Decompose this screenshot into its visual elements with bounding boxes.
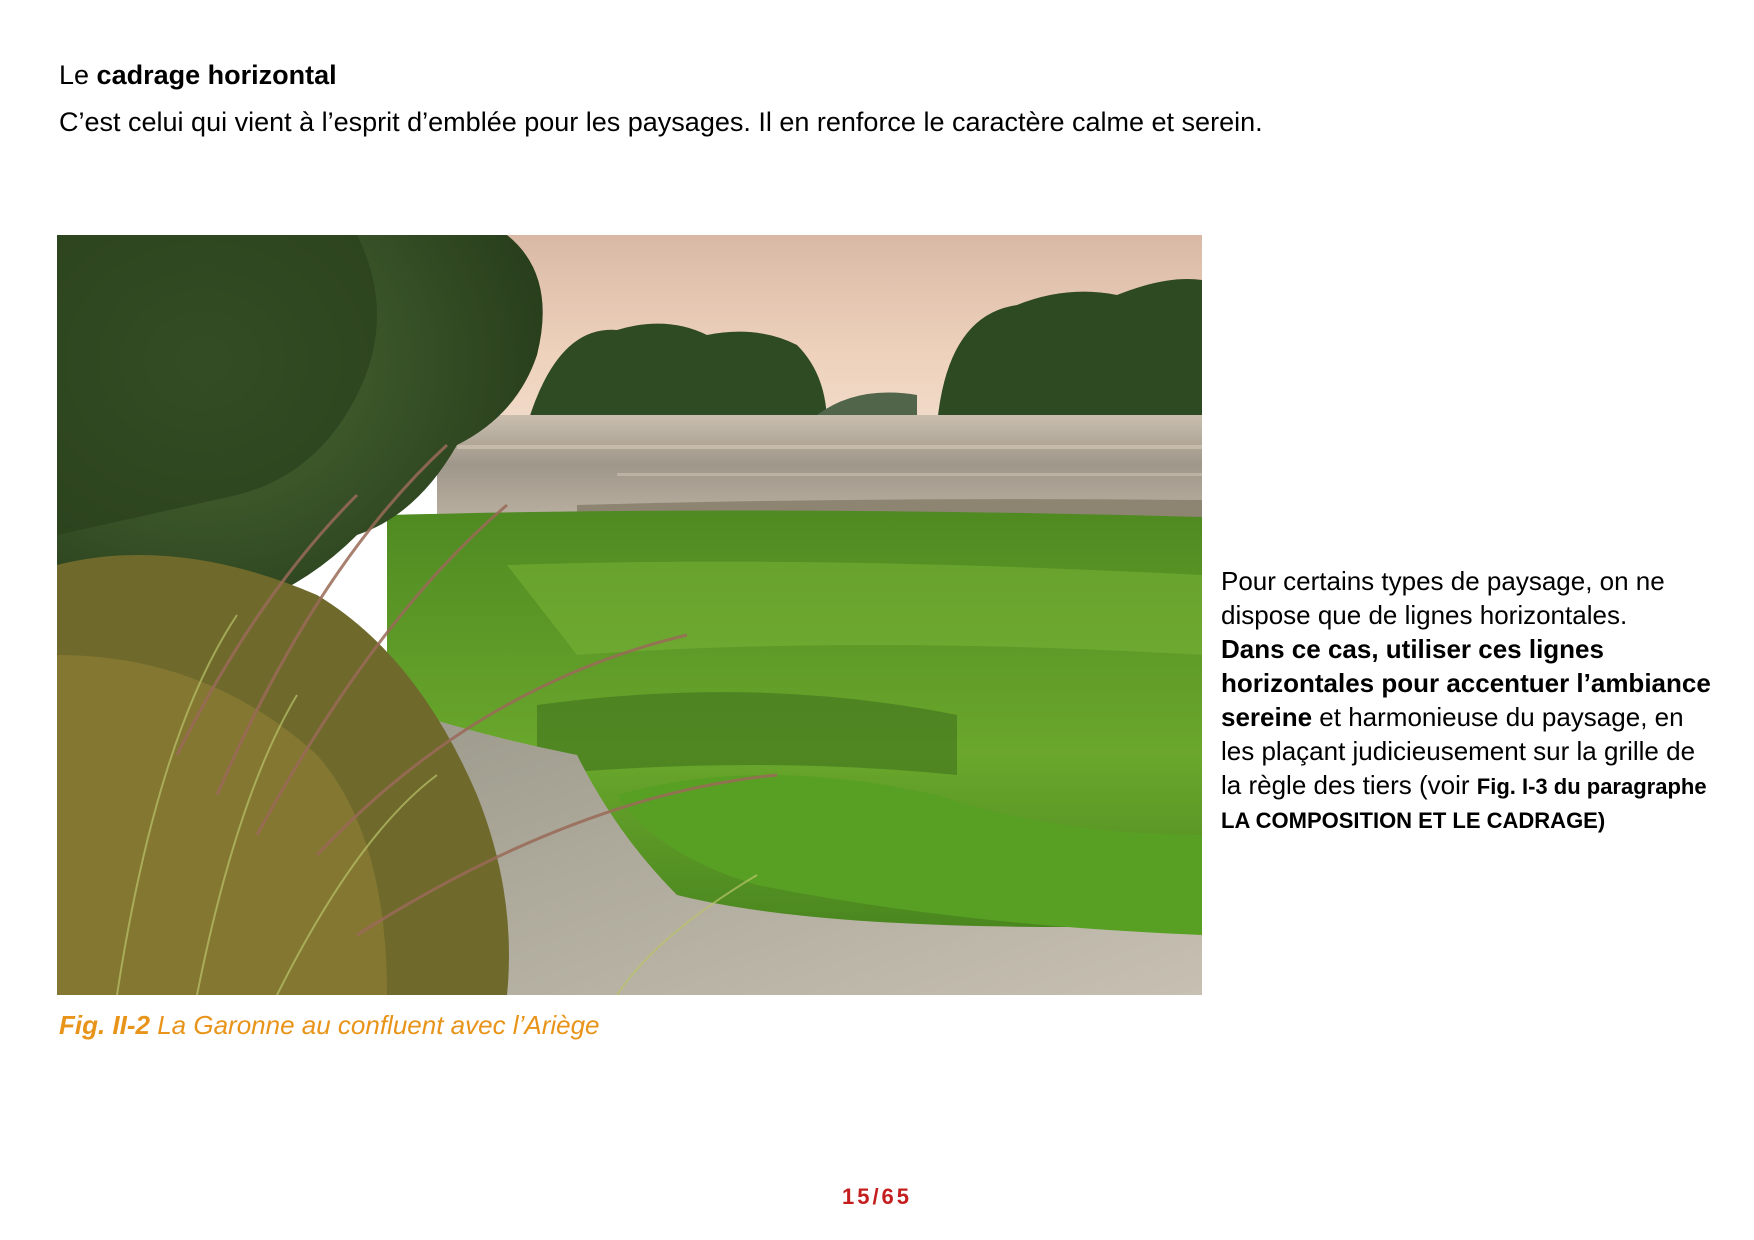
figure-caption-text: La Garonne au confluent avec l’Ariège [150,1010,600,1040]
landscape-photo [57,235,1202,995]
section-heading [59,58,337,92]
side-paragraph [1221,564,1711,836]
river-landscape-illustration [57,235,1202,995]
side-bold-text: Dans ce cas, utiliser ces lignes horizontales pour accentuer l’ambiance sereine [1221,634,1711,732]
figure-caption [59,1008,600,1042]
page-number: 15/65 [841,1184,913,1209]
side-text-2: et harmonieuse du paysage, en les plaçant judicieusement sur la grille de la règle des tiers (voir [1221,702,1696,800]
intro-paragraph: C’est celui qui vient à l’esprit d’emblée pour les paysages. Il en renforce le caractère calme et serein. [59,107,1263,137]
heading-prefix: Le [59,60,97,90]
side-text-1: Pour certains types de paysage, on ne dispose que de lignes horizontales. [1221,566,1665,630]
figure-label: Fig. II-2 [59,1010,150,1040]
figure-reference: Fig. I-3 du paragraphe LA COMPOSITION ET LE CADRAGE) [1221,774,1707,833]
heading-bold: cadrage horizontal [96,60,337,90]
